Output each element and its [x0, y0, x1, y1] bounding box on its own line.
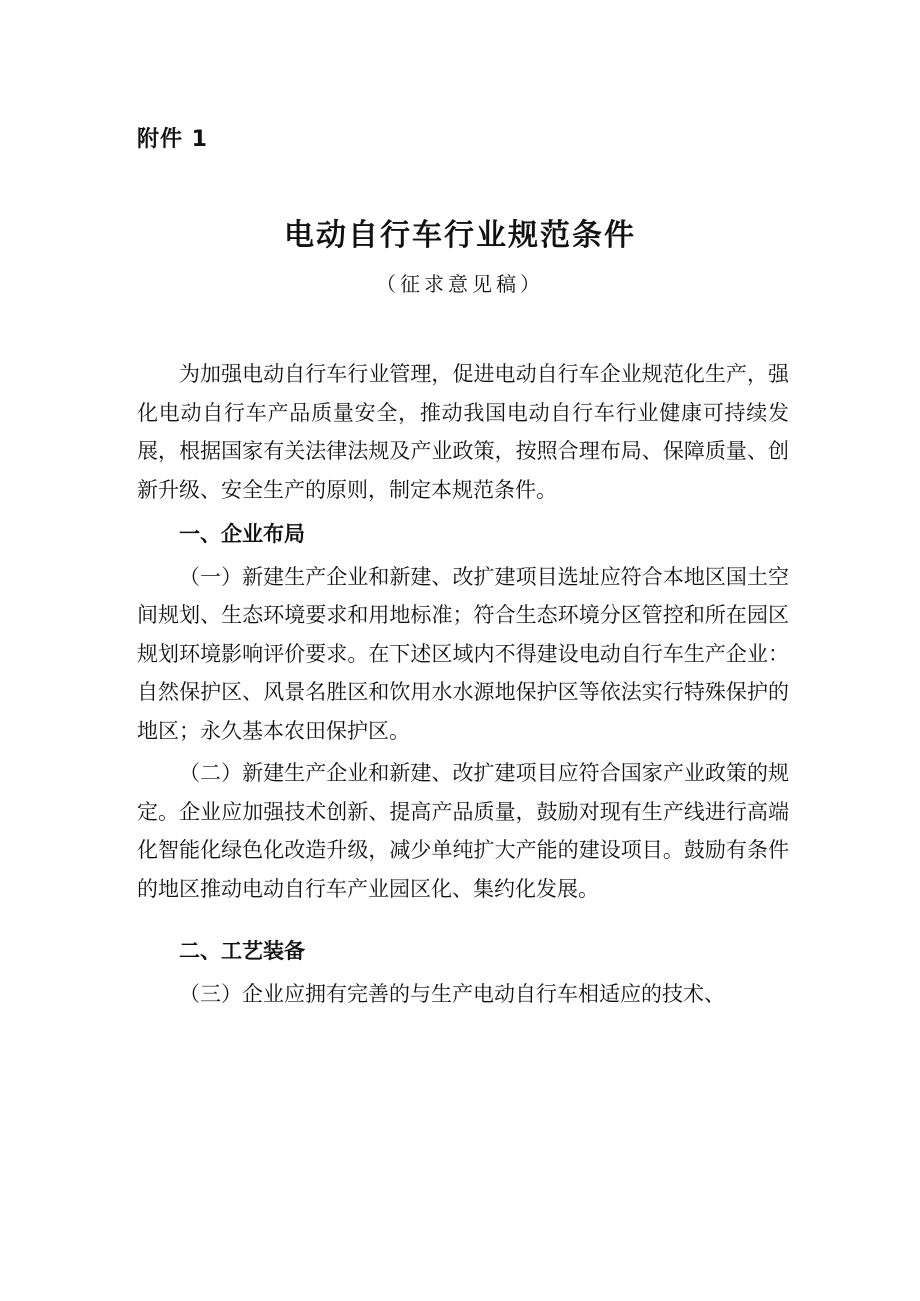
clause-paragraph-3: （三）企业应拥有完善的与生产电动自行车相适应的技术、: [179, 981, 725, 1006]
intro-paragraph: 为加强电动自行车行业管理，促进电动自行车企业规范化生产，强化电动自行车产品质量安全，推动我国电动自行车行业健康可持续发展，根据国家有关法律法规及产业政策，按照合理布局、保障质量、创新升级、安全生产的原则，制定本规范条件。: [137, 362, 789, 502]
section-heading-layout: 一、企业布局: [179, 522, 305, 546]
clause-paragraph-1: （一）新建生产企业和新建、改扩建项目选址应符合本地区国土空间规划、生态环境要求和用地标准；符合生态环境分区管控和所在园区规划环境影响评价要求。在下述区域内不得建设电动自行车生产企业：自然保护区、风景名胜区和饮用水水源地保护区等依法实行特殊保护的地区；永久基本农田保护区。: [137, 564, 789, 743]
document-subtitle: （征求意见稿）: [376, 272, 544, 296]
clause-paragraph-2: （二）新建生产企业和新建、改扩建项目应符合国家产业政策的规定。企业应加强技术创新、提高产品质量，鼓励对现有生产线进行高端化智能化绿色化改造升级，减少单纯扩大产能的建设项目。鼓励有条件的地区推动电动自行车产业园区化、集约化发展。: [137, 761, 789, 901]
spacer: [137, 908, 789, 932]
document-title: 电动自行车行业规范条件: [284, 218, 636, 253]
document-body: [137, 355, 789, 1013]
section-heading-equipment: 二、工艺装备: [179, 939, 305, 963]
attachment-label: 附件 1: [137, 127, 208, 152]
